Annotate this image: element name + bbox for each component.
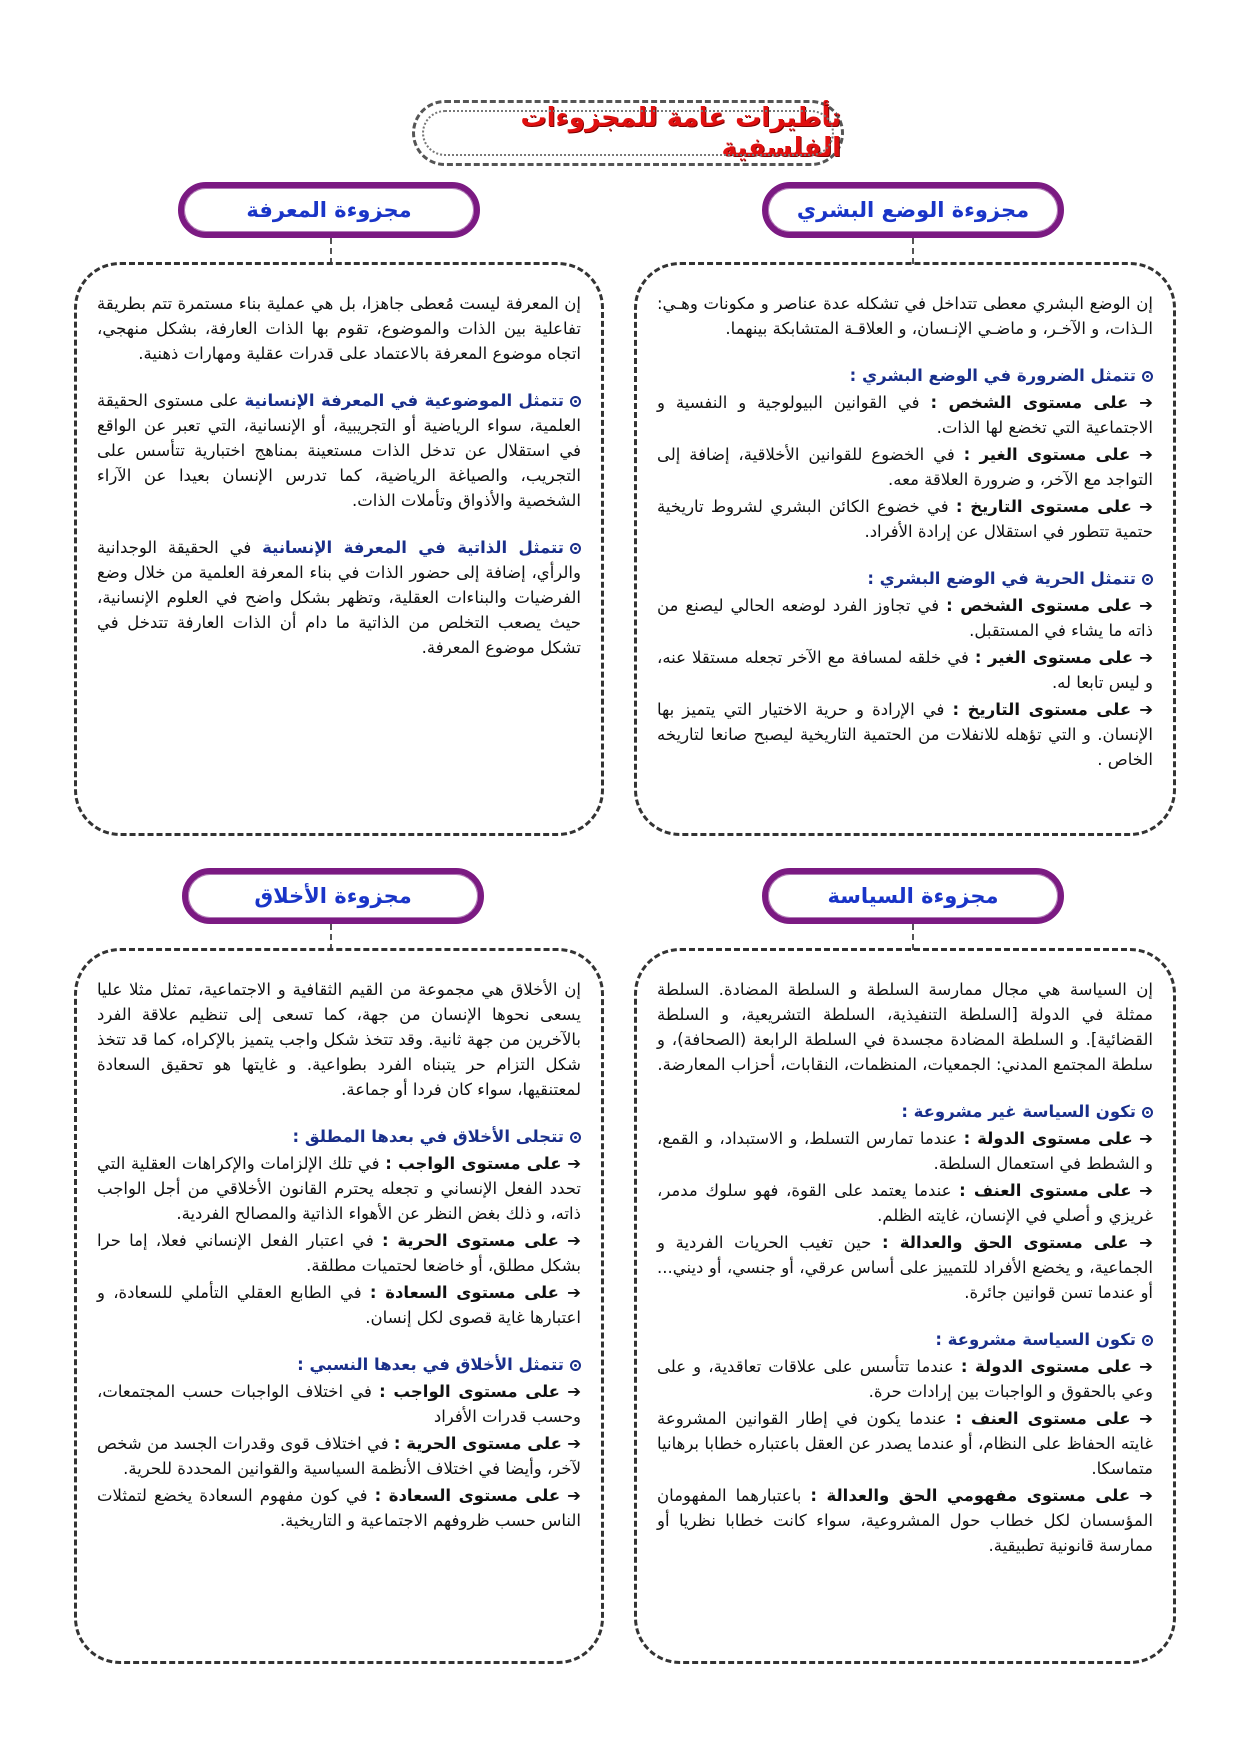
intro-text: إن الوضع البشري معطى تتداخل في تشكله عدة عناصر و مكونات وهـي: الـذات، و الآخـر، و ماضـي الإنـسان، و العلاقـة المتشابكة بينهما. xyxy=(657,294,1153,338)
module-label-politics xyxy=(762,868,1064,924)
arrow-icon: ➔ xyxy=(567,1434,582,1453)
list-item: ➔ على مستوى الشخص : في القوانين البيولوجية و النفسية و الاجتماعية التي تخضع لها الذات. xyxy=(657,393,1153,437)
intro-text: إن السياسة هي مجال ممارسة السلطة و السلطة المضادة. السلطة ممثلة في الدولة [السلطة التنفيذية، السلطة التشريعية، و السلطة القضائية]. و السلطة المضادة مجسدة في السلطة الرابعة (الصحافة)، و سلطة المجتمع المدني: الجمعيات، المنظمات، النقابات، أحزاب المعارضة. xyxy=(657,980,1153,1074)
arrow-icon: ➔ xyxy=(567,1283,581,1302)
list-item: ➔ على مستوى التاريخ : في خضوع الكائن البشري لشروط تاريخية حتمية تتطور في استقلال عن إرادة الأفراد. xyxy=(657,497,1153,541)
module-title-human-condition: مجزوءة الوضع البشري xyxy=(796,198,1030,222)
page-title: تأطيرات عامة للمجزوءات الفلسفية xyxy=(520,103,841,163)
panel-ethics xyxy=(74,948,604,1664)
arrow-icon: ➔ xyxy=(567,1231,581,1250)
panel-knowledge xyxy=(74,262,604,836)
arrow-icon: ➔ xyxy=(567,1154,582,1173)
module-label-human-condition xyxy=(762,182,1064,238)
section-heading-relative: تتمثل الأخلاق في بعدها النسبي : xyxy=(97,1352,581,1377)
arrow-icon: ➔ xyxy=(567,1382,582,1401)
arrow-icon: ➔ xyxy=(1139,393,1153,412)
arrow-icon: ➔ xyxy=(1139,1357,1153,1376)
section-subjectivity: تتمثل الذاتية في المعرفة الإنسانية في الحقيقة الوجدانية والرأي، إضافة إلى حضور الذات في بناء المعرفة العلمية من خلال وضع الفرضيات والبناءات العقلية، وتظهر بشكل واضح في العلوم الإنسانية، حيث يصعب التخلص من الذاتية ما دام أن الذات العارفة تتدخل في تشكل موضوع المعرفة. xyxy=(97,538,581,657)
arrow-icon: ➔ xyxy=(1139,700,1154,719)
list-item: ➔ على مستوى الحرية : في اعتبار الفعل الإنساني فعلا، إما حرا بشكل مطلق، أو خاضعا لحتميات مطلقة. xyxy=(97,1231,581,1275)
title-banner xyxy=(412,100,844,166)
section-heading-necessity: تتمثل الضرورة في الوضع البشري : xyxy=(657,363,1153,388)
connector-line xyxy=(330,924,332,950)
list-item: ➔ على مستوى الواجب : في تلك الإلزامات والإكراهات العقلية التي تحدد الفعل الإنساني و تجعله يحترم القانون الأخلاقي من أجل الواجب ذاته، و ذلك بغض النظر عن الأهواء الذاتية والمصالح الفردية. xyxy=(97,1154,582,1223)
arrow-icon: ➔ xyxy=(567,1486,581,1505)
module-label-knowledge xyxy=(178,182,480,238)
section-heading-freedom: تتمثل الحرية في الوضع البشري : xyxy=(657,566,1153,591)
section-objectivity: تتمثل الموضوعية في المعرفة الإنسانية على مستوى الحقيقة العلمية، سواء الرياضية أو التجريبية، أو الإنسانية، التي تعبر عن الواقع في استقلال عن تدخل الذات مستعينة بمناهج اختبارية تتأسس على التجريب، والصياغة الرياضية، كما تدرس الإنسان بعيدا عن الآراء الشخصية والأذواق وتأملات الذات. xyxy=(97,391,581,510)
list-item: ➔ على مستوى الحق والعدالة : حين تغيب الحريات الفردية و الجماعية، و يخضع الأفراد للتمييز على أساس عرقي، أو جنسي، أو ديني... أو عندما تسن قوانين جائرة. xyxy=(657,1233,1153,1302)
arrow-icon: ➔ xyxy=(1139,1486,1153,1505)
intro-text: إن المعرفة ليست مُعطى جاهزا، بل هي عملية بناء مستمرة تتم بطريقة تفاعلية بين الذات والموضوع، تقوم بها الذات العارفة، بشكل منهجي، اتجاه موضوع المعرفة بالاعتماد على قدرات عقلية ومهارات ذهنية. xyxy=(97,294,581,363)
connector-line xyxy=(912,238,914,264)
module-title-knowledge: مجزوءة المعرفة xyxy=(246,198,412,222)
module-label-ethics xyxy=(182,868,484,924)
section-heading-illegitimate: تكون السياسة غير مشروعة : xyxy=(657,1099,1153,1124)
list-item: ➔ على مستوى الواجب : في اختلاف الواجبات حسب المجتمعات، وحسب قدرات الأفراد xyxy=(97,1382,582,1426)
arrow-icon: ➔ xyxy=(1139,1409,1153,1428)
module-title-politics: مجزوءة السياسة xyxy=(827,884,999,908)
connector-line xyxy=(912,924,914,950)
list-item: ➔ على مستوى الغير : في خلقه لمسافة مع الآخر تجعله مستقلا عنه، و ليس تابعا له. xyxy=(657,648,1154,692)
circle-bullet-icon xyxy=(1142,371,1153,382)
list-item: ➔ على مستوى الدولة : عندما تتأسس على علاقات تعاقدية، و على وعي بالحقوق و الواجبات بين إرادات حرة. xyxy=(657,1357,1153,1401)
panel-human-condition xyxy=(634,262,1176,836)
panel-politics xyxy=(634,948,1176,1664)
list-item: ➔ على مستوى العنف : عندما يعتمد على القوة، فهو سلوك مدمر، غريزي و أصلي في الإنسان، غايته الظلم. xyxy=(657,1181,1153,1225)
circle-bullet-icon xyxy=(1142,574,1153,585)
arrow-icon: ➔ xyxy=(1139,497,1153,516)
list-item: ➔ على مستوى الغير : في الخضوع للقوانين الأخلاقية، إضافة إلى التواجد مع الآخر، و ضرورة العلاقة معه. xyxy=(657,445,1153,489)
section-heading-absolute: تتجلى الأخلاق في بعدها المطلق : xyxy=(97,1124,581,1149)
list-item: ➔ على مستوى العنف : عندما يكون في إطار القوانين المشروعة غايته الحفاظ على النظام، أو عندما يصدر عن العقل باعتباره خطابا برهانيا متماسكا. xyxy=(657,1409,1153,1478)
circle-bullet-icon xyxy=(1142,1335,1153,1346)
arrow-icon: ➔ xyxy=(1139,648,1154,667)
circle-bullet-icon xyxy=(570,1132,581,1143)
list-item: ➔ على مستوى مفهومي الحق والعدالة : باعتبارهما المفهومان المؤسسان لكل خطاب حول المشروعية، سواء كانت خطابا نظريا أو ممارسة قانونية تطبيقية. xyxy=(657,1486,1153,1555)
list-item: ➔ على مستوى الدولة : عندما تمارس التسلط، و الاستبداد، و القمع، و الشطط في استعمال السلطة. xyxy=(657,1129,1153,1173)
arrow-icon: ➔ xyxy=(1139,445,1153,464)
list-item: ➔ على مستوى الشخص : في تجاوز الفرد لوضعه الحالي ليصنع من ذاته ما يشاء في المستقبل. xyxy=(657,596,1153,640)
circle-bullet-icon xyxy=(570,396,581,407)
arrow-icon: ➔ xyxy=(1139,1181,1153,1200)
list-item: ➔ على مستوى السعادة : في الطابع العقلي التأملي للسعادة، و اعتبارها غاية قصوى لكل إنسان. xyxy=(97,1283,581,1327)
arrow-icon: ➔ xyxy=(1139,1233,1153,1252)
circle-bullet-icon xyxy=(570,543,581,554)
arrow-icon: ➔ xyxy=(1139,1129,1153,1148)
circle-bullet-icon xyxy=(1142,1107,1153,1118)
module-title-ethics: مجزوءة الأخلاق xyxy=(254,884,412,908)
intro-text: إن الأخلاق هي مجموعة من القيم الثقافية و الاجتماعية، تمثل مثلا عليا يسعى نحوها الإنسان من جهة، كما تسعى إلى تنظيم علاقة الفرد بالآخرين من جهة ثانية. وقد تتخذ شكل واجب يتميز بالإكراه، كما قد تتخذ شكل التزام حر يتبناه الفرد بطواعية. و غايتها هو تحقيق السعادة لمعتنقيها، سواء كان فردا أو جماعة. xyxy=(97,980,581,1099)
arrow-icon: ➔ xyxy=(1139,596,1153,615)
connector-line xyxy=(330,238,332,264)
list-item: ➔ على مستوى التاريخ : في الإرادة و حرية الاختيار التي يتميز بها الإنسان. و التي تؤهله للانفلات من الحتمية التاريخية ليصبح صانعا لتاريخه الخاص . xyxy=(657,700,1154,769)
list-item: ➔ على مستوى الحرية : في اختلاف قوى وقدرات الجسد من شخص لآخر، وأيضا في اختلاف الأنظمة السياسية والقوانين المحددة للحرية. xyxy=(97,1434,582,1478)
circle-bullet-icon xyxy=(570,1360,581,1371)
section-heading-legitimate: تكون السياسة مشروعة : xyxy=(657,1327,1153,1352)
list-item: ➔ على مستوى السعادة : في كون مفهوم السعادة يخضع لتمثلات الناس حسب ظروفهم الاجتماعية و التاريخية. xyxy=(97,1486,581,1530)
